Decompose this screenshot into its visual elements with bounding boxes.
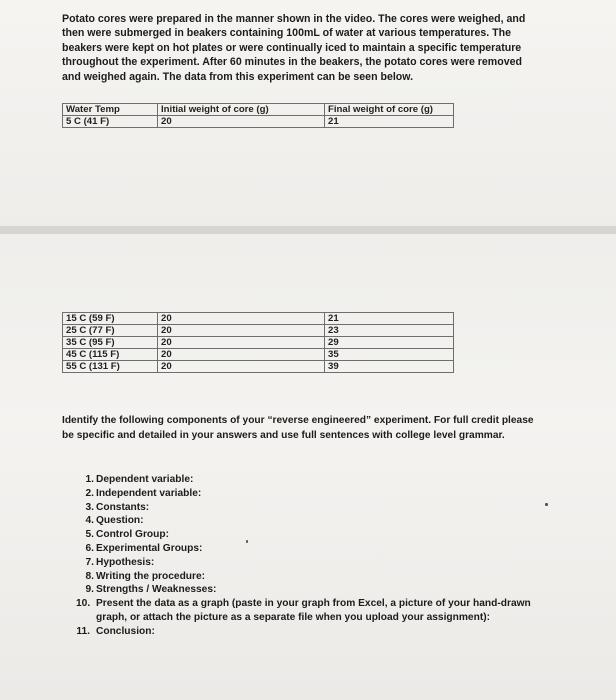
list-number: 3. [85,501,94,513]
list-text: Control Group: [96,529,169,541]
cell-water-temp: 15 C (59 F) [63,313,158,325]
list-item [76,597,562,625]
header-final-weight: Final weight of core (g) [325,104,454,116]
table-row [63,313,454,325]
list-number: 8. [85,570,94,582]
cell-initial-weight: 20 [158,325,325,337]
cell-final-weight: 39 [325,361,454,373]
list-text: Present the data as a graph (paste in your graph from Excel, a picture of your hand-drawn graph, or attach the picture as a separate file when you upload your assignment): [96,598,531,623]
list-number: 1. [85,474,94,485]
list-number: 5. [85,529,94,541]
list-item [82,570,562,584]
table-header-row [63,104,454,116]
cell-initial-weight: 20 [158,313,325,325]
list-text: Question: [96,515,144,527]
list-text: Experimental Groups: [96,542,203,554]
header-water-temp: Water Temp [63,104,158,116]
cell-water-temp: 5 C (41 F) [63,116,158,128]
list-item [76,625,562,639]
list-item [82,528,562,542]
list-text: Dependent variable: [96,474,194,485]
list-text: Conclusion: [96,625,155,637]
cell-initial-weight: 20 [158,361,325,373]
cell-water-temp: 25 C (77 F) [63,325,158,337]
instructions-paragraph: Identify the following components of your “reverse engineered” experiment. For full credit please be specific and detailed in your answers and use full sentences with college level grammar. [62,415,534,441]
cell-final-weight: 35 [325,349,454,361]
table-row [63,337,454,349]
cell-water-temp: 45 C (115 F) [63,349,158,361]
list-number: 11. [76,625,90,637]
list-item [82,487,562,501]
cell-final-weight: 29 [325,337,454,349]
cell-water-temp: 35 C (95 F) [63,337,158,349]
list-item [82,473,562,487]
list-text: Constants: [96,501,150,513]
list-number: 9. [85,584,94,596]
list-text: Writing the procedure: [96,570,206,582]
list-item [82,542,562,556]
list-item [82,514,562,528]
cell-final-weight: 23 [325,325,454,337]
list-number: 10. [76,598,91,610]
list-text: Hypothesis: [96,556,155,568]
data-table-continued [62,312,454,373]
list-item [82,501,562,515]
intro-paragraph: Potato cores were prepared in the manner shown in the video. The cores were weighed, and then were submerged in beakers containing 100mL of water at various temperatures. The beakers were kept on hot plates or were continually iced to maintain a specific temperature throughout the experiment. After 60 minutes in the beakers, the potato cores were removed and weighed again. The data from this experiment can be seen below. [62,13,526,83]
cell-initial-weight: 20 [158,349,325,361]
cell-final-weight: 21 [325,313,454,325]
list-number: 6. [85,542,94,554]
table-row [63,349,454,361]
cell-initial-weight: 20 [158,116,325,128]
list-number: 7. [85,556,94,568]
components-list [62,473,562,639]
list-number: 4. [85,515,94,527]
cell-water-temp: 55 C (131 F) [63,361,158,373]
cell-initial-weight: 20 [158,337,325,349]
header-initial-weight: Initial weight of core (g) [158,104,325,116]
table-row [63,361,454,373]
table-row [63,116,454,128]
list-item [82,583,562,597]
list-text: Independent variable: [96,487,202,499]
list-item [82,556,562,570]
stray-mark [246,540,248,543]
page-top [0,0,616,226]
list-number: 2. [85,487,94,499]
cell-final-weight: 21 [325,116,454,128]
table-row [63,325,454,337]
data-table-header [62,103,454,128]
list-text: Strengths / Weaknesses: [96,584,217,596]
stray-mark [545,503,548,506]
